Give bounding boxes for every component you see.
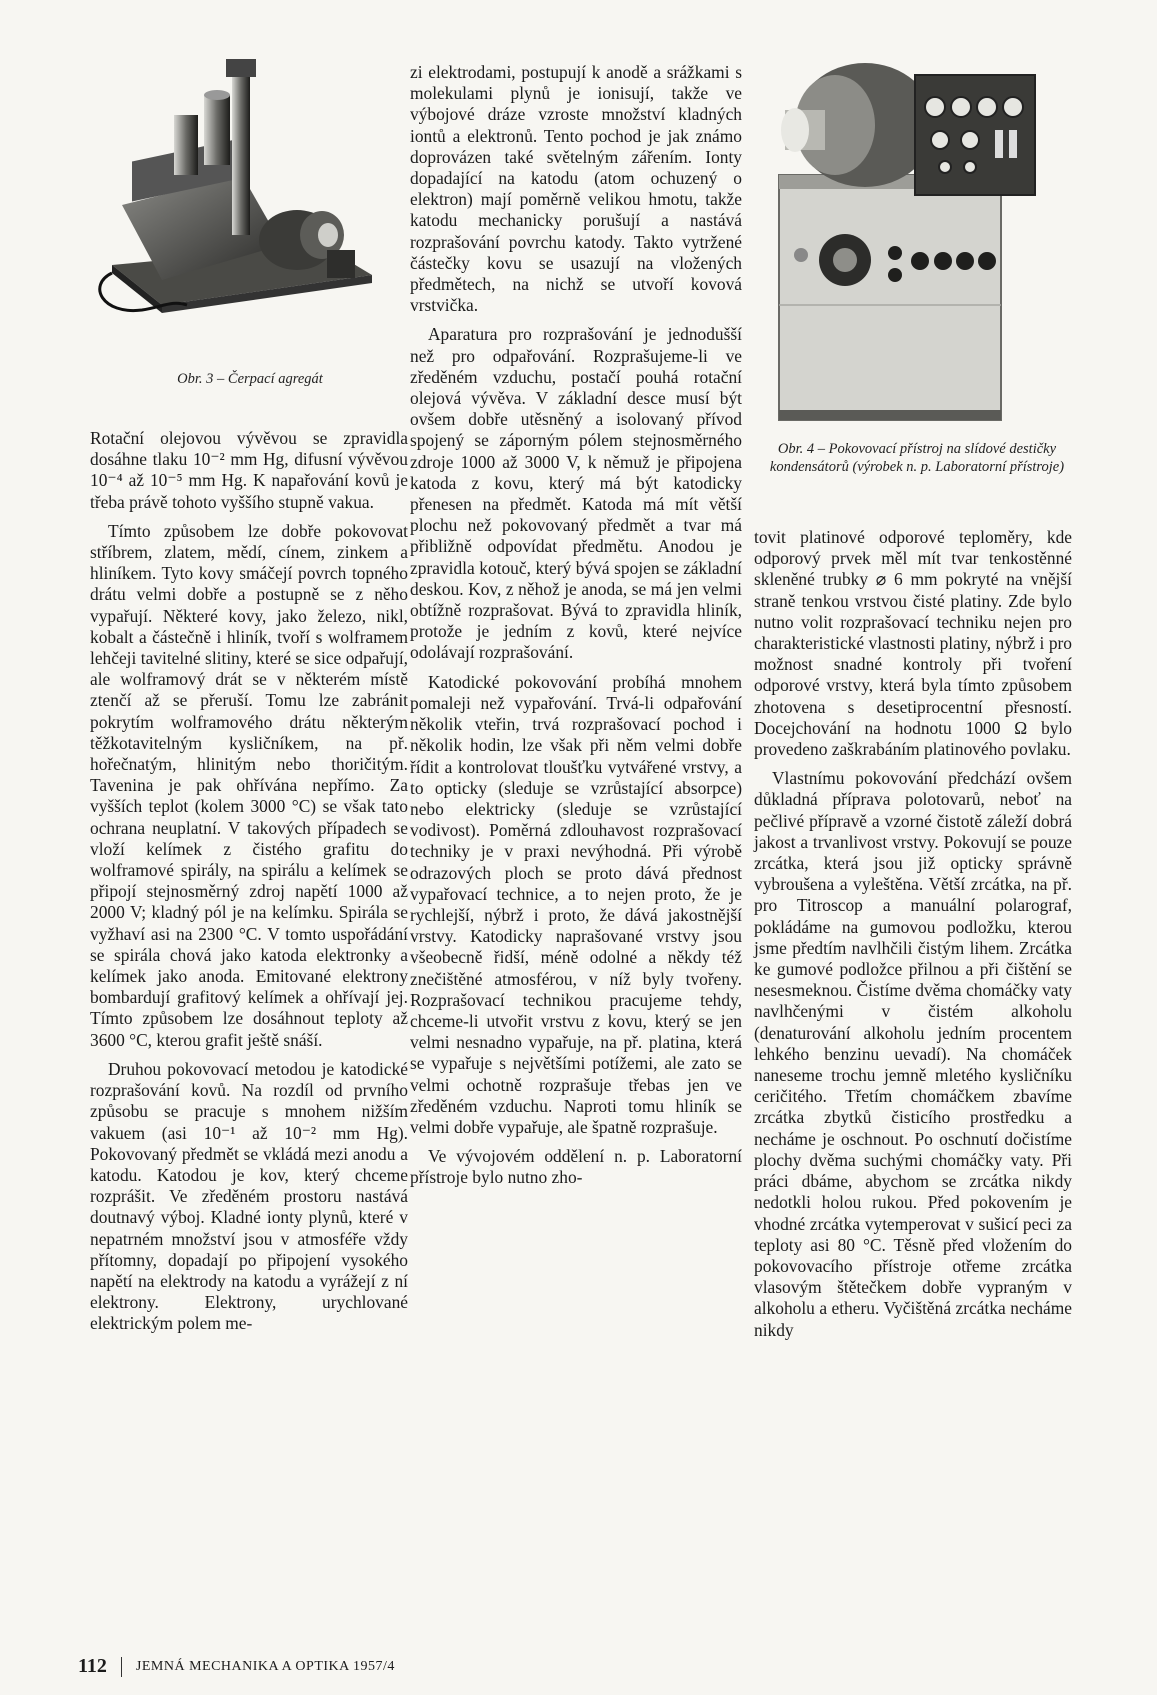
journal-name: JEMNÁ MECHANIKA A OPTIKA 1957/4: [135, 1658, 395, 1674]
paragraph: Rotační olejovou vývěvou se zpravidla dosáhne tlaku 10⁻² mm Hg, difusní vývěvou 10⁻⁴ až 10⁻⁵ mm Hg. K napařování kovů je třeba právě tohoto vyššího stupně vakua.: [90, 428, 408, 512]
pump-unit-illustration: [92, 55, 382, 345]
figure-3-caption: Obr. 3 – Čerpací agregát: [177, 371, 323, 387]
paragraph: Ve vývojovém oddělení n. p. Laboratorní přístroje bylo nutno zho-: [410, 1146, 742, 1188]
figure-3-pump-unit: [92, 55, 382, 345]
paragraph: Katodické pokovování probíhá mnohem pomaleji než vypařování. Trvá-li odpařování několik vteřin, trvá rozprašovací pochod i několik hodin, lze však při něm velmi dobře řídit a kontrolovat tloušťku vytvářené vrstvy, a to opticky (sleduje se vzrůstající absorpce) nebo elektricky (sleduje se vzrůstající vodivost). Poměrná zdlouhavost rozprašovací techniky je v praxi nevýhodná. Při výrobě odrazových ploch se proto dává přednost vypařovací technice, a to nejen proto, že je rychlejší, nýbrž i proto, že dává jakostnější vrstvy. Katodicky naprašované vrstvy jsou všeobecně řidší, méně odolné a někdy též znečištěné atmosférou, v níž byly tvořeny. Rozprašovací technikou pracujeme tehdy, chceme-li utvořit vrstvu z kovu, který se jen velmi nesnadno vypařuje, na př. platina, která se vypařuje s největšími potížemi, ale zato se velmi ochotně rozprašuje třebas jen ve zředěném vzduchu. Naproti tomu hliník se velmi dobře vypařuje, ale špatně rozprašuje.: [410, 671, 742, 1137]
paragraph: Aparatura pro rozprašování je jednodušší než pro odpařování. Rozprašujeme-li ve zředěném vzduchu, postačí pouhá rotační olejová vývěva. V základní desce musí být ovšem dobře utěsněný a isolovaný přívod spojený se záporným pólem stejnosměrného zdroje 1000 až 3000 V, k němuž je připojena katoda z kovu, který má být katodicky přenesen na předmět. Katoda má mít větší plochu než pokovovaný předmět a tvar má přibližně odpovídat předmětu. Anodou je zpravidla kotouč, který bývá spojen se základní deskou. Kov, z něhož je anoda, se má jen velmi obtížně rozprašovat. Bývá to zpravidla hliník, protože je jedním z kovů, které nejvíce odolávají rozprašování.: [410, 324, 742, 663]
coating-apparatus-illustration: [765, 55, 1065, 430]
paragraph: Vlastnímu pokovování předchází ovšem důkladná příprava polotovarů, neboť na pečlivé přípravě a vzorné čistotě záleží dobrá jakost a trvanlivost vrstvy. Pokovují se pouze zrcátka, která jsou již opticky správně vybroušena a vyleštěna. Větší zrcátka, na př. pro Titroscop a manuální polarograf, pokládáme na gumovou podložku, kterou jsme předtím navlhčili čistým lihem. Zrcátka ke gumové podložce přilnou a při čištění se nesesmeknou. Čistíme dvěma chomáčky vaty navlhčenými v čistém alkoholu (denaturování alkoholu jedním procentem lehkého benzinu uevadí). Na chomáček naneseme trochu jemně mletého kysličníku ceričitého. Třetím chomáčkem zbavíme zrcátka zbytků čisticího prostředku a necháme je oschnout. Po oschnutí dočistíme plochy dvěma suchými chomáčky vaty. Při práci dbáme, abychom se zrcátka nikdy nedotkli holou rukou. Před pokovením je vhodné zrcátka vytemperovat v sušicí peci za teploty asi 80 °C. Těsně před vložením do pokovovacího přístroje otřeme zrcátka vlasovým štětečkem dobře vypraným v alkoholu a etheru. Vyčištěná zrcátka necháme nikdy: [754, 768, 1072, 1340]
page-footer: [78, 1655, 395, 1678]
paragraph: Druhou pokovovací metodou je katodické rozprašování kovů. Na rozdíl od prvního způsobu se pracuje s mnohem nižším vakuem (asi 10⁻¹ až 10⁻² mm Hg). Pokovovaný předmět se vkládá mezi anodu a katodu. Katodou je kov, který chceme rozprášit. Ve zředěném prostoru nastává doutnavý výboj. Kladné ionty plynů, které v nepatrném množství jsou v atmosféře vždy přítomny, dopadají po připojení vysokého napětí na elektrody na katodu a vyrážejí z ní elektrony. Elektrony, urychlované elektrickým polem me-: [90, 1058, 408, 1334]
page-number: 112: [78, 1655, 107, 1677]
figure-4-caption: Obr. 4 – Pokovovací přístroj na slídové destičky kondensátorů (výrobek n. p. Laboratorní přístroje): [769, 441, 1065, 475]
text-column-3: [754, 527, 1072, 1349]
paragraph: Tímto způsobem lze dobře pokovovat stříbrem, zlatem, mědí, cínem, zinkem a hliníkem. Tyto kovy smáčejí povrch topného drátu velmi dobře a postupně se z něho vypařují. Některé kovy, jako železo, nikl, kobalt a částečně i hliník, tvoří s wolframem lehčeji tavitelné slitiny, které se sice odpařují, ale wolframový drát se v některém místě ztenčí až se přeruší. Tomu lze zabránit pokrytím wolframového drátu některým těžkotavitelným kysličníkem, na př. hořečnatým, hlinitým nebo thoričitým. Tavenina je pak ohřívána nepřímo. Za vyšších teplot (kolem 3000 °C) se však tato ochrana neuplatní. V takových případech se vloží kelímek z čistého grafitu do wolframové spirály, na spirálu a kelímek se připojí stejnosměrný zdroj napětí 1000 až 2000 V; kladný pól je na kelímku. Spirála se vyžhaví asi na 2300 °C. V tomto uspořádání se spirála chová jako katoda elektronky a kelímek jako anoda. Emitované elektrony bombardují grafitový kelímek a ohřívají jej. Tímto způsobem lze dosáhnout teploty až 3600 °C, kterou grafit ještě snáší.: [90, 520, 408, 1050]
text-column-2: [410, 62, 742, 1197]
figure-4-coating-apparatus: [765, 55, 1065, 430]
footer-divider: [121, 1657, 122, 1677]
paragraph: tovit platinové odporové teploměry, kde odporový prvek měl mít tvar tenkostěnné skleněné trubky ⌀ 6 mm pokryté na vnější straně tenkou vrstvou čisté platiny. Zde bylo nutno volit rozprašovací techniku nejen pro charakteristické vlastnosti platiny, nýbrž i pro možnost snadné kontroly při tvoření odporové vrstvy, která byla tímto způsobem zhotovena s desetiprocentní přesností. Docejchování na hodnotu 1000 Ω bylo provedeno zaškrabáním platinového povlaku.: [754, 527, 1072, 760]
text-column-1: [90, 428, 408, 1343]
paragraph: zi elektrodami, postupují k anodě a srážkami s molekulami plynů je ionisují, takže ve výbojové dráze vzroste množství kladných iontů a elektronů. Tento pochod je jak známo doprovázen také světelným zářením. Ionty dopadající na katodu (atom ochuzený o elektron) mají poměrně velikou hmotu, takže katodu mechanicky porušují a nastává rozprašování povrchu katody. Takto vytržené částečky kovu se usazují na vložených předmětech, na nichž se utvoří kovová vrstvička.: [410, 62, 742, 316]
